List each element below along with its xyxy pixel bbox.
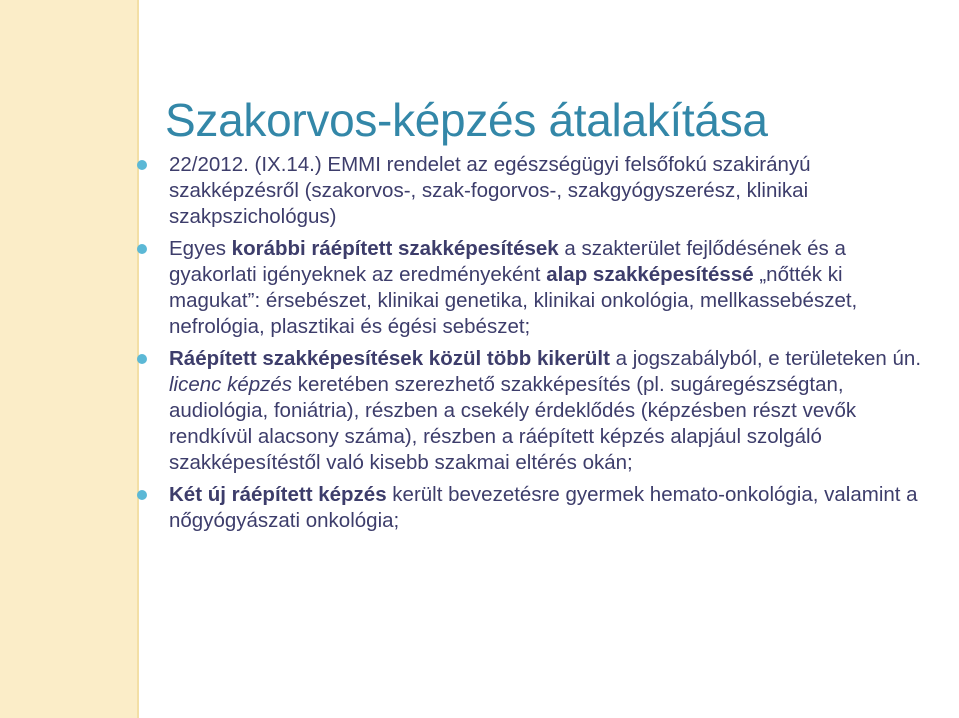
bullet-dot-icon: [137, 244, 147, 254]
bullet-text: Egyes: [169, 237, 232, 260]
bullet-item-1: [136, 152, 936, 230]
bullet-emphasis: alap szakképesítéssé: [546, 263, 754, 286]
bullet-text: került bevezetésre gyermek hemato-onkológia, valamint a nőgyógyászati onkológia;: [169, 483, 918, 532]
bullet-emphasis: Ráépített szakképesítések közül több kikerült: [169, 347, 610, 370]
bullet-text: a jogszabályból, e területeken ún.: [609, 347, 922, 370]
bullet-dot-icon: [137, 160, 147, 170]
bullet-dot-icon: [137, 354, 147, 364]
bullet-text: „nőtték ki magukat”: érsebészet, klinikai genetika, klinikai onkológia, mellkassebészet, nefrológia, plasztikai és égési sebészet;: [169, 263, 858, 338]
bullet-text: a szakterület fejlődésének és a gyakorlati igényeknek az eredményeként: [169, 237, 846, 286]
bullet-emphasis: Két új ráépített képzés: [169, 483, 387, 506]
bullet-list: [136, 152, 936, 540]
bullet-item-4: [136, 482, 936, 534]
bullet-item-2: [136, 236, 936, 340]
left-decorative-band: [0, 0, 137, 718]
bullet-text: 22/2012. (IX.14.) EMMI rendelet az egészségügyi felsőfokú szakirányú szakképzésről (szakorvos-, szak-fogorvos-, szakgyógyszerész, klinikai szakpszichológus): [169, 153, 811, 228]
bullet-text: keretében szerezhető szakképesítés (pl. sugáregészségtan, audiológia, foniátria), részben a csekély érdeklődés (képzésben részt vevők rendkívül alacsony száma), részben a ráépített képzés alapjául szolgáló szakképesítéstől való kisebb szakmai eltérés okán;: [169, 373, 857, 474]
bullet-emphasis: korábbi ráépített szakképesítések: [231, 237, 559, 260]
slide-title: Szakorvos-képzés átalakítása: [165, 93, 768, 146]
bullet-italic: licenc képzés: [169, 373, 293, 396]
bullet-dot-icon: [137, 490, 147, 500]
bullet-item-3: [136, 346, 936, 476]
